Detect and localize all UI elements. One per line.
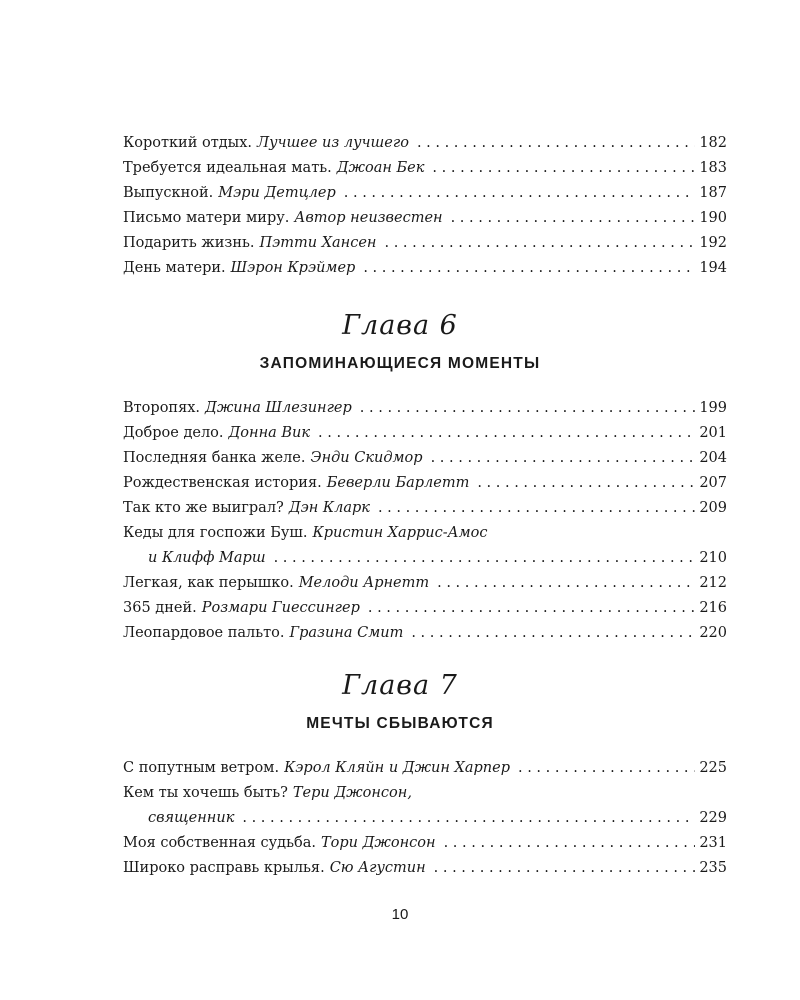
toc-entry-author: Донна Вик [228, 425, 311, 441]
dot-leader [434, 856, 696, 881]
toc-entry-author: Мэри Детцлер [218, 185, 336, 201]
toc-entry [123, 156, 727, 181]
dot-leader [437, 571, 695, 596]
toc-entry [123, 396, 727, 421]
toc-entry [123, 181, 727, 206]
toc-entry-title: Широко расправь крылья. [123, 860, 325, 876]
toc-entry-author: Энди Скидмор [310, 450, 423, 466]
toc-entry-page: 201 [699, 425, 727, 441]
dot-leader [451, 206, 696, 231]
toc-entry [123, 131, 727, 156]
dot-leader [417, 131, 695, 156]
toc-entry-author: Автор неизвестен [294, 210, 443, 226]
toc-entry-multiline-end [123, 806, 727, 831]
toc-entry-title: Легкая, как перышко. [123, 575, 294, 591]
toc-entry-author: Тери Джонсон, [292, 785, 412, 801]
toc-entry-page: 212 [699, 575, 727, 591]
toc-entry-title: Второпях. [123, 400, 201, 416]
toc-entry-author: Джоан Бек [336, 160, 425, 176]
chapter-6-title: ЗАПОМИНАЮЩИЕСЯ МОМЕНТЫ [259, 355, 541, 372]
toc-entry-title: Кеды для госпожи Буш. [123, 525, 308, 541]
dot-leader [411, 621, 695, 646]
toc-entry-author: Шэрон Крэймер [230, 260, 356, 276]
toc-entry-multiline-end [123, 546, 727, 571]
dot-leader [431, 446, 696, 471]
toc-entry-page: 199 [699, 400, 727, 416]
toc-entry [123, 496, 727, 521]
toc-entry-page: 192 [699, 235, 727, 251]
toc-entry-author: священник [148, 810, 235, 826]
dot-leader [518, 756, 695, 781]
toc-entry-author: Гразина Смит [289, 625, 404, 641]
dot-leader [378, 496, 695, 521]
toc-entry-page: 187 [699, 185, 727, 201]
toc-entry-page: 204 [699, 450, 727, 466]
dot-leader [344, 181, 696, 206]
toc-entry-author: Пэтти Хансен [259, 235, 377, 251]
dot-leader [477, 471, 695, 496]
toc-entry-author: Мелоди Арнетт [298, 575, 430, 591]
toc-entry-title: Письмо матери миру. [123, 210, 290, 226]
toc-entry-title: День матери. [123, 260, 226, 276]
toc-entry [123, 421, 727, 446]
toc-entry-title: Выпускной. [123, 185, 214, 201]
chapter-6-label: Глава 6 [342, 310, 458, 341]
toc-entry-title: Моя собственная судьба. [123, 835, 316, 851]
toc-entry [123, 831, 727, 856]
toc-entry-page: 216 [699, 600, 727, 616]
toc-entry-page: 207 [699, 475, 727, 491]
toc-entry-title: Требуется идеальная мать. [123, 160, 332, 176]
toc-entry-title: Рождественская история. [123, 475, 322, 491]
toc-entry-author: Беверли Барлетт [326, 475, 470, 491]
toc-entry-title: Подарить жизнь. [123, 235, 255, 251]
toc-entry-multiline-start [123, 521, 727, 546]
toc-entry-author: Лучшее из лучшего [257, 135, 409, 151]
toc-entry [123, 471, 727, 496]
toc-entry-page: 183 [699, 160, 727, 176]
toc-entry-title: Так кто же выиграл? [123, 500, 284, 516]
dot-leader [360, 396, 696, 421]
toc-entry-title: Доброе дело. [123, 425, 224, 441]
toc-entry [123, 856, 727, 881]
toc-entry-page: 194 [699, 260, 727, 276]
toc-entry [123, 596, 727, 621]
toc-entry-page: 210 [699, 550, 727, 566]
toc-entry-page: 229 [699, 810, 727, 826]
toc-entry-author: Розмари Гиессингер [201, 600, 360, 616]
chapter-7-title: МЕЧТЫ СБЫВАЮТСЯ [306, 715, 494, 732]
toc-entry [123, 621, 727, 646]
toc-entry-author: Джина Шлезингер [205, 400, 352, 416]
toc-entry-title: Леопардовое пальто. [123, 625, 285, 641]
toc-entry [123, 571, 727, 596]
toc-entry-page: 235 [699, 860, 727, 876]
toc-section-5 [123, 131, 727, 281]
toc-entry-page: 231 [699, 835, 727, 851]
dot-leader [368, 596, 695, 621]
dot-leader [274, 546, 696, 571]
toc-entry-author: Кристин Харрис-Амос [312, 525, 488, 541]
dot-leader [444, 831, 696, 856]
toc-entry-page: 220 [699, 625, 727, 641]
toc-entry-author: Тори Джонсон [321, 835, 436, 851]
dot-leader [318, 421, 695, 446]
toc-entry-page: 225 [699, 760, 727, 776]
toc-entry-title: С попутным ветром. [123, 760, 280, 776]
toc-entry-multiline-start [123, 781, 727, 806]
toc-entry-page: 190 [699, 210, 727, 226]
toc-entry-author: Дэн Кларк [288, 500, 370, 516]
toc-entry [123, 756, 727, 781]
toc-entry [123, 446, 727, 471]
toc-chapter-6 [123, 396, 727, 646]
toc-entry [123, 256, 727, 281]
page-number: 10 [391, 906, 409, 923]
toc-entry-author: и Клифф Марш [148, 550, 266, 566]
chapter-7-label: Глава 7 [342, 670, 458, 701]
toc-entry-page: 182 [699, 135, 727, 151]
toc-entry-title: Последняя банка желе. [123, 450, 306, 466]
dot-leader [363, 256, 695, 281]
toc-chapter-7 [123, 756, 727, 881]
toc-entry-title: Кем ты хочешь быть? [123, 785, 288, 801]
toc-entry-author: Сю Агустин [329, 860, 426, 876]
toc-entry-author: Кэрол Кляйн и Джин Харпер [284, 760, 510, 776]
toc-entry-page: 209 [699, 500, 727, 516]
dot-leader [384, 231, 695, 256]
toc-entry [123, 206, 727, 231]
dot-leader [242, 806, 695, 831]
toc-entry [123, 231, 727, 256]
toc-entry-title: 365 дней. [123, 600, 197, 616]
toc-entry-title: Короткий отдых. [123, 135, 252, 151]
dot-leader [432, 156, 695, 181]
